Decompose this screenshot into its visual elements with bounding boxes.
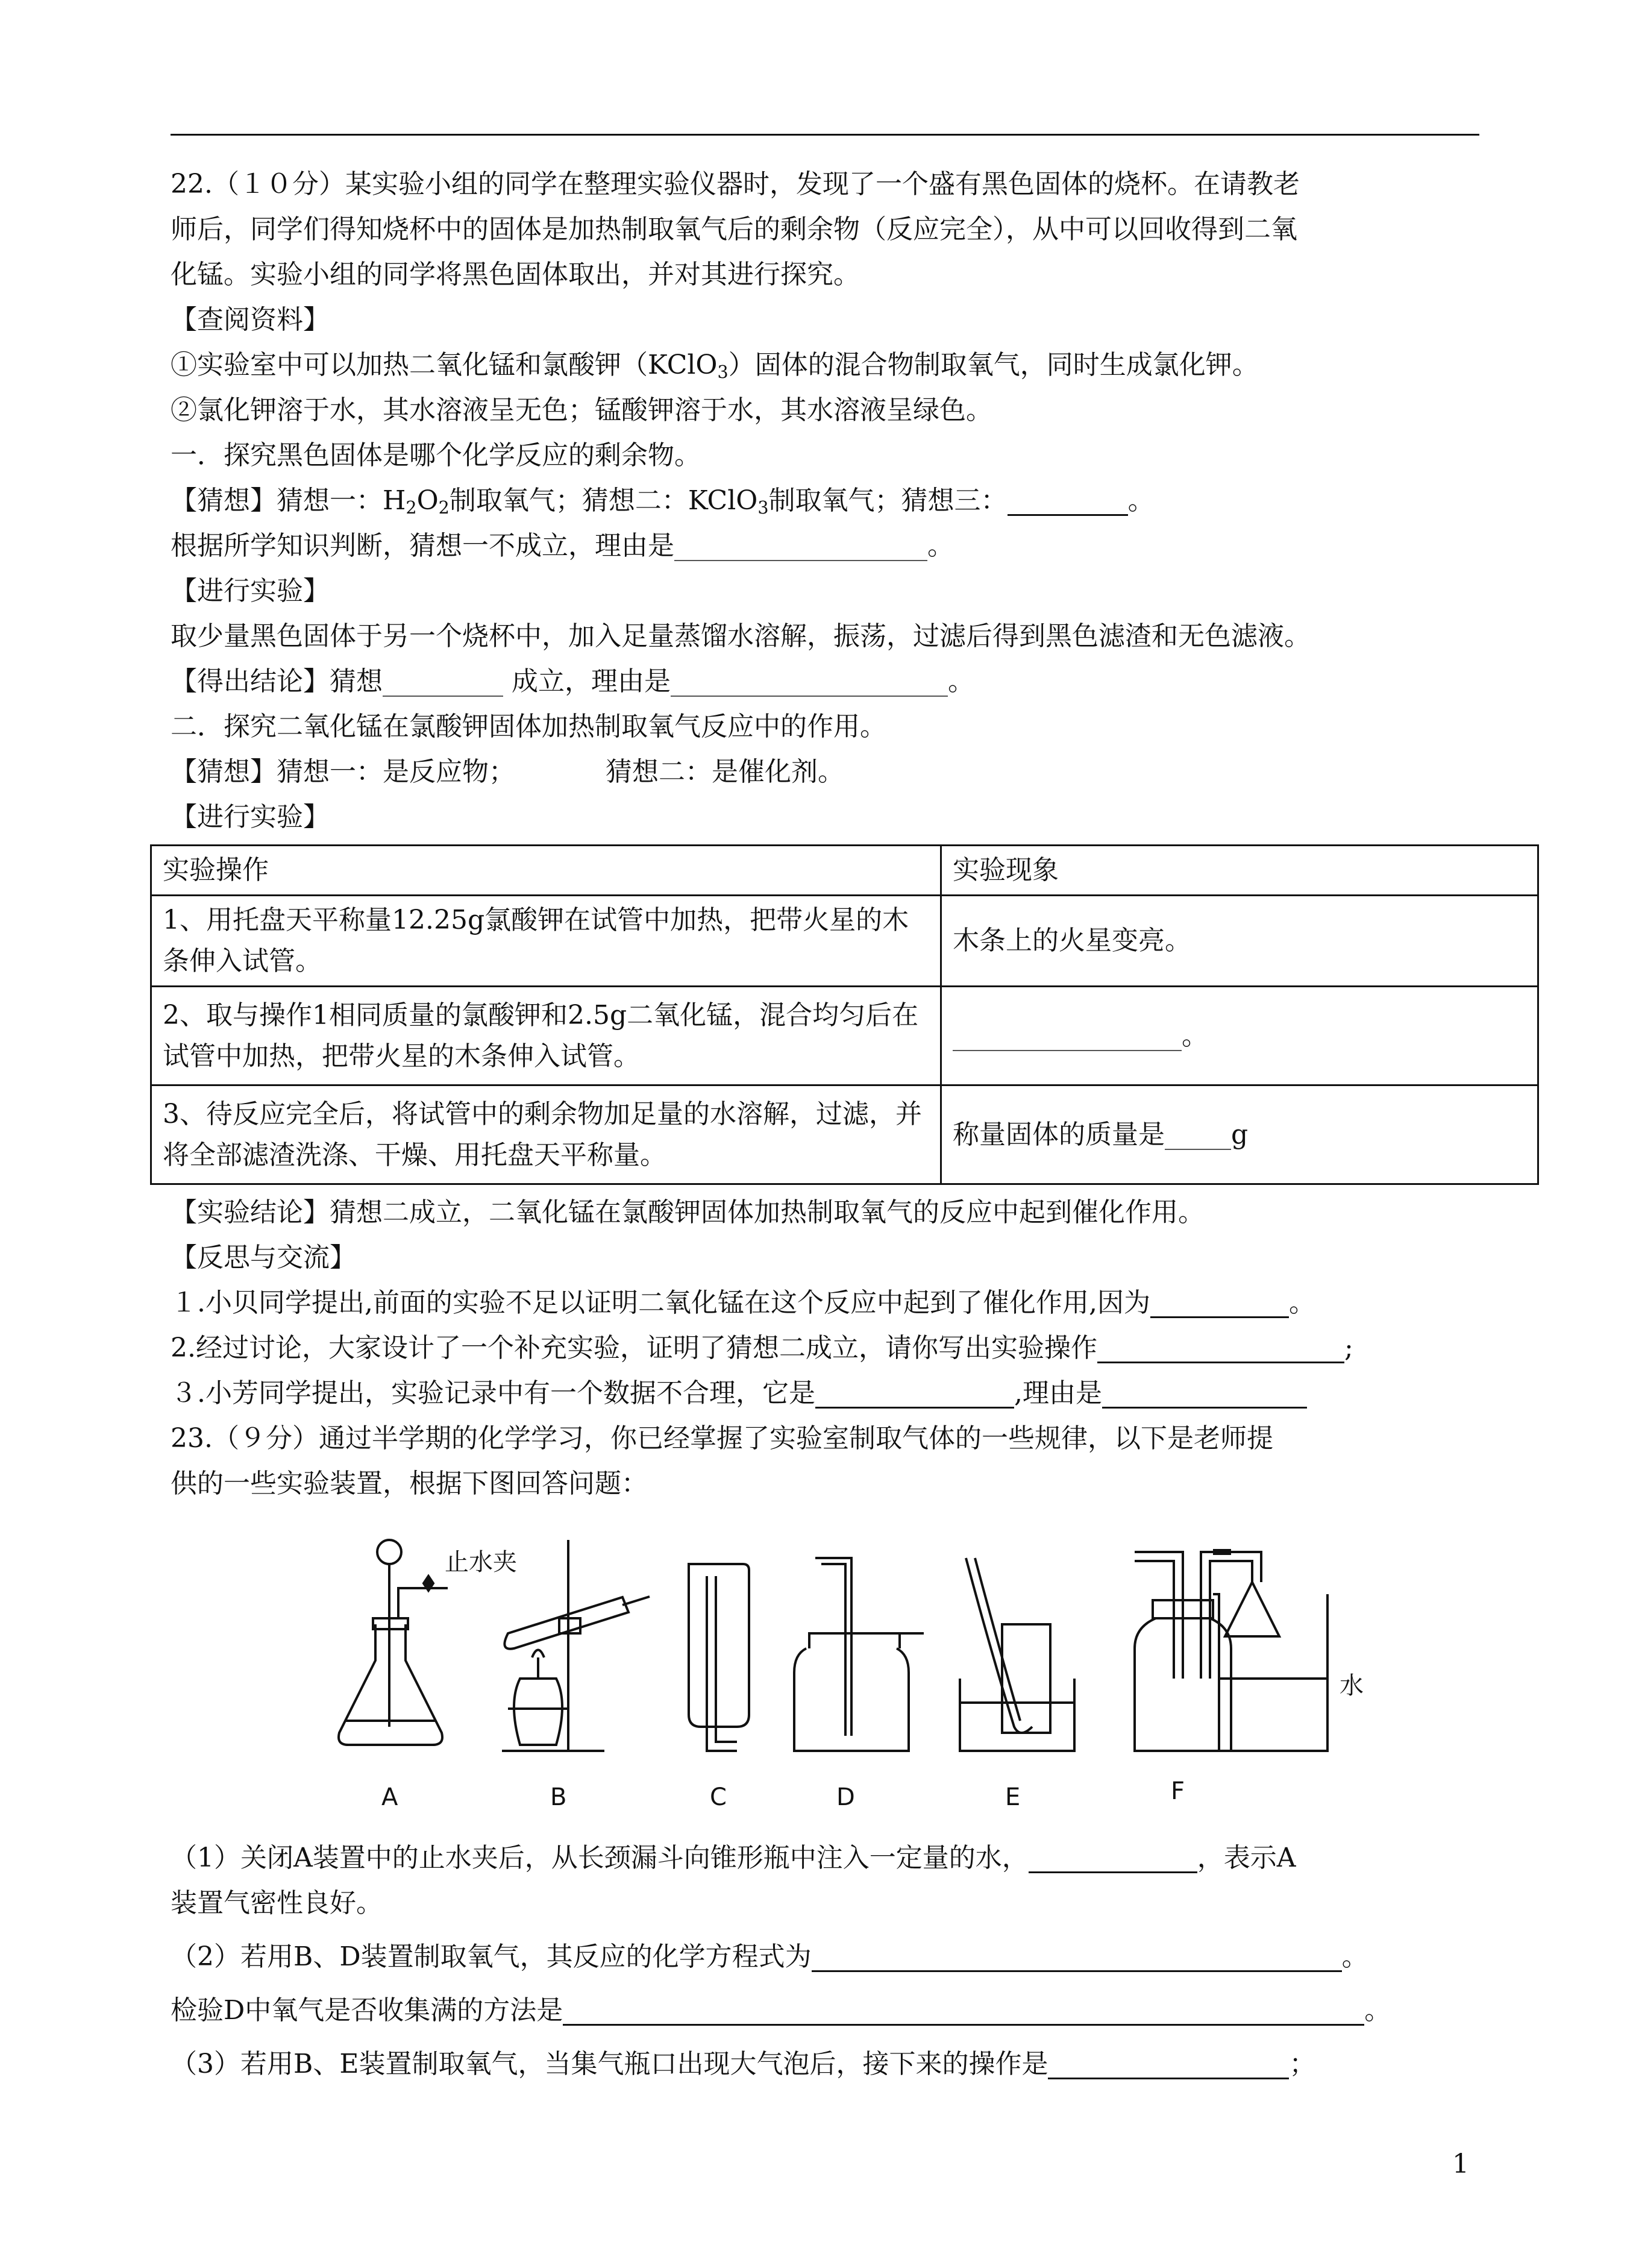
answer-blank[interactable]	[1165, 1119, 1231, 1149]
q23-intro-line1: 23.（９分）通过半学期的化学学习，你已经掌握了实验室制取气体的一些规律，以下是老师提	[171, 1423, 1273, 1454]
header-phenomenon: 实验现象	[941, 846, 1538, 896]
conclusion-line: 【得出结论】猜想 成立，理由是 。	[171, 666, 974, 697]
q23-sub1-line2: 装置气密性良好。	[171, 1888, 383, 1918]
apparatus-e	[960, 1558, 1074, 1751]
apparatus-b	[502, 1540, 650, 1751]
answer-blank[interactable]	[953, 1020, 1182, 1051]
q22-intro-line1: 22.（１０分）某实验小组的同学在整理实验仪器时，发现了一个盛有黑色固体的烧杯。在请教老	[171, 169, 1300, 199]
q23-sub1-line1: （1）关闭A装置中的止水夹后，从长颈漏斗向锥形瓶中注入一定量的水， ，表示A	[171, 1842, 1296, 1873]
experiment-table	[150, 844, 1539, 1185]
part-two-heading: 二．探究二氧化锰在氯酸钾固体加热制取氧气反应中的作用。	[171, 711, 886, 742]
part-one-heading: 一．探究黑色固体是哪个化学反应的剩余物。	[171, 440, 701, 471]
answer-blank[interactable]	[671, 667, 948, 697]
answer-blank[interactable]	[383, 667, 503, 697]
phenomenon-cell: 称量固体的质量是 g	[941, 1085, 1538, 1184]
answer-blank[interactable]	[1048, 2049, 1289, 2079]
page-number: 1	[1452, 2149, 1469, 2179]
label-a: A	[381, 1783, 398, 1811]
clamp-label: 止水夹	[445, 1548, 517, 1576]
answer-blank[interactable]	[1097, 1333, 1344, 1363]
label-e: E	[1005, 1783, 1021, 1811]
hypothesis-line: 【猜想】猜想一：$H_2O_2$制取氧气；猜想二：KClO$_3$制取氧气；猜想三： 。	[171, 485, 1155, 518]
phenomenon-cell: 木条上的火星变亮。	[941, 896, 1538, 987]
reflection-item-2: 2.经过讨论，大家设计了一个补充实验，证明了猜想二成立，请你写出实验操作 ;	[171, 1333, 1353, 1363]
header-operation: 实验操作	[151, 846, 941, 896]
water-label: 水	[1340, 1672, 1364, 1700]
operation-cell: 2、取与操作1相同质量的氯酸钾和2.5g二氧化锰，混合均匀后在试管中加热，把带火星的木条伸入试管。	[151, 987, 941, 1085]
table-row	[151, 1085, 1538, 1184]
exam-page	[163, 162, 1484, 2087]
apparatus-f	[1135, 1552, 1327, 1751]
answer-blank[interactable]	[815, 1378, 1014, 1409]
apparatus-figure	[327, 1528, 1364, 1811]
experiment-two-heading: 【进行实验】	[171, 802, 330, 832]
table-row	[151, 896, 1538, 987]
experiment-heading: 【进行实验】	[171, 576, 330, 606]
answer-blank[interactable]	[1102, 1378, 1307, 1409]
label-b: B	[550, 1783, 567, 1811]
experiment-text: 取少量黑色固体于另一个烧杯中，加入足量蒸馏水溶解，振荡，过滤后得到黑色滤渣和无色滤液。	[171, 621, 1311, 652]
reference-item-2: ②氯化钾溶于水，其水溶液呈无色；锰酸钾溶于水，其水溶液呈绿色。	[171, 395, 992, 426]
q22-intro-line3: 化锰。实验小组的同学将黑色固体取出，并对其进行探究。	[171, 259, 860, 290]
reflection-item-1: １.小贝同学提出,前面的实验不足以证明二氧化锰在这个反应中起到了催化作用,因为 。	[171, 1287, 1315, 1318]
answer-blank[interactable]	[812, 1941, 1342, 1972]
apparatus-d	[794, 1558, 924, 1751]
q23-sub2-line2: 检验D中氧气是否收集满的方法是 。	[171, 1995, 1391, 2026]
answer-blank[interactable]	[563, 1995, 1364, 2026]
answer-blank[interactable]	[674, 531, 927, 561]
answer-blank[interactable]	[1008, 485, 1128, 516]
result-line: 【实验结论】猜想二成立，二氧化锰在氯酸钾固体加热制取氧气的反应中起到催化作用。	[171, 1197, 1205, 1228]
table-header-row	[151, 846, 1538, 896]
reference-item-1: ①实验室中可以加热二氧化锰和氯酸钾（KClO$_3$）固体的混合物制取氧气，同时生成氯化钾。	[171, 350, 1259, 383]
judgement-line: 根据所学知识判断，猜想一不成立，理由是 。	[171, 530, 954, 561]
operation-cell: 1、用托盘天平称量12.25g氯酸钾在试管中加热，把带火星的木条伸入试管。	[151, 896, 941, 987]
operation-cell: 3、待反应完全后，将试管中的剩余物加足量的水溶解，过滤，并将全部滤渣洗涤、干燥、用托盘天平称量。	[151, 1085, 941, 1184]
reflection-heading: 【反思与交流】	[171, 1242, 356, 1273]
q22-intro-line2: 师后，同学们得知烧杯中的固体是加热制取氧气后的剩余物（反应完全），从中可以回收得到二氧	[171, 214, 1297, 245]
hypothesis-two-line: 【猜想】猜想一：是反应物； 猜想二：是催化剂。	[171, 756, 844, 787]
label-f: F	[1171, 1777, 1185, 1805]
q23-intro-line2: 供的一些实验装置，根据下图回答问题：	[171, 1468, 648, 1499]
q23-sub3-line: （3）若用B、E装置制取氧气，当集气瓶口出现大气泡后，接下来的操作是 ；	[171, 2049, 1316, 2079]
reflection-item-3: ３.小芳同学提出，实验记录中有一个数据不合理，它是 ,理由是	[171, 1371, 1484, 1416]
apparatus-a	[339, 1540, 448, 1745]
reference-heading: 【查阅资料】	[171, 304, 330, 335]
label-c: C	[710, 1783, 727, 1811]
answer-blank[interactable]	[1029, 1842, 1197, 1873]
table-row	[151, 987, 1538, 1085]
answer-blank[interactable]	[1150, 1287, 1289, 1318]
header-rule	[171, 134, 1479, 136]
phenomenon-cell: 。	[941, 987, 1538, 1085]
q23-sub2-line1: （2）若用B、D装置制取氧气，其反应的化学方程式为 。	[171, 1941, 1368, 1972]
label-d: D	[836, 1783, 855, 1811]
apparatus-c	[689, 1564, 749, 1751]
